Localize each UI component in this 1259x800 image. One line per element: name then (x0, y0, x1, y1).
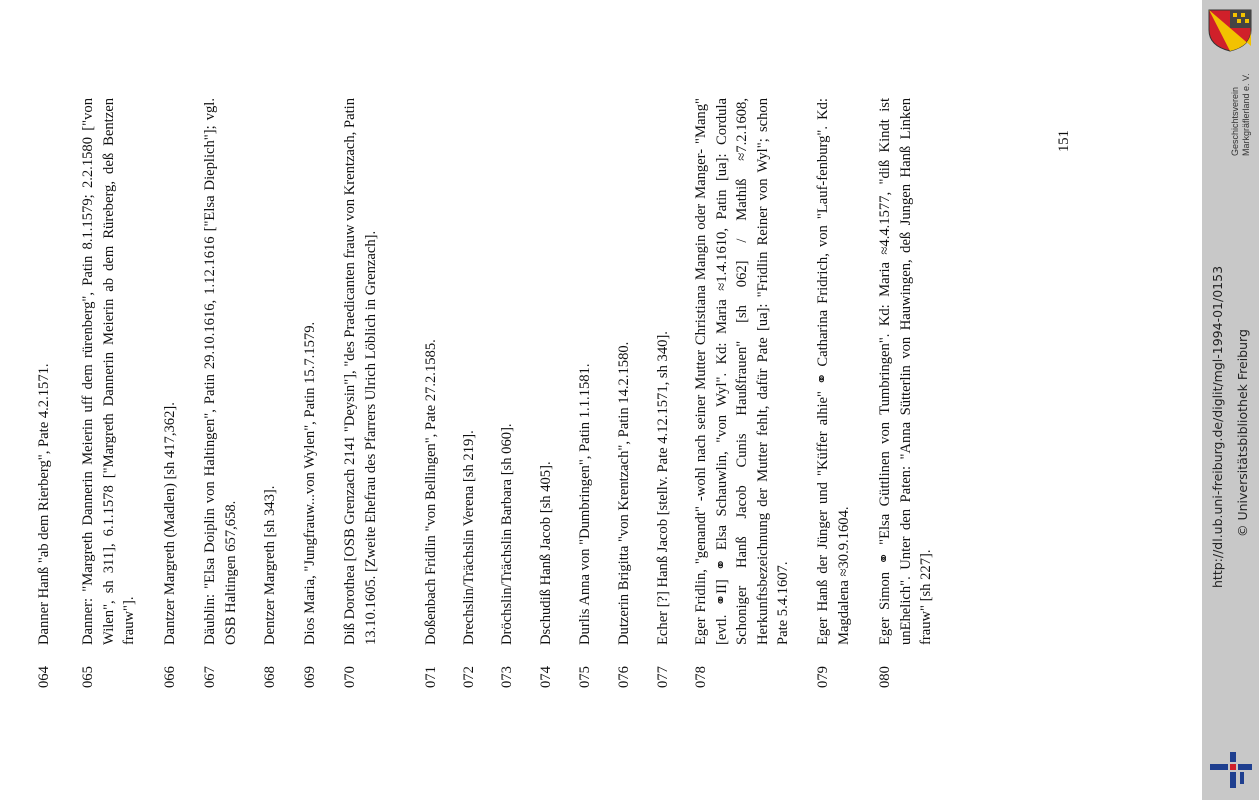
entry-066 (160, 98, 181, 688)
entry-number: 075 (577, 666, 593, 688)
entry-number: 072 (461, 666, 477, 688)
entry-064 (34, 98, 55, 688)
entry-number: 080 (877, 666, 893, 688)
entry-number: 069 (302, 666, 318, 688)
entry-079 (813, 98, 854, 688)
society-name-line1: Geschichtsverein (1230, 86, 1240, 156)
entry-text: Danner Hanß "ab dem Rierberg", Pate 4.2.1571. (36, 363, 52, 645)
entry-number: 079 (815, 666, 831, 688)
entry-073 (497, 98, 518, 688)
entry-078 (691, 98, 794, 688)
entry-text: Dutzerin Brigitta "von Krentzach", Patin 14.2.1580. (616, 341, 632, 645)
copyright-notice: © Universitätsbibliothek Freiburg (1235, 329, 1250, 537)
entry-text: Drechslin/Trächslin Verena [sh 219]. (461, 430, 477, 645)
entry-text: Dentzer Margreth [sh 343]. (262, 485, 278, 645)
entry-number: 068 (262, 666, 278, 688)
entry-065 (78, 98, 140, 688)
entry-text: Eger Simon ⚭ "Elsa Güttlinen von Tumbringen". Kd: Maria ≈4.4.1577, "diß Kindt ist unEhelich". Unter den Paten: "Anna Sütterlin von Hauwingen, deß Jungen Hanß Linken frauw" [sh 227]. (877, 98, 934, 645)
entry-071 (421, 98, 442, 688)
entry-text: Echer [?] Hanß Jacob [stellv. Pate 4.12.1571, sh 340]. (655, 331, 671, 645)
entry-number: 064 (36, 666, 52, 688)
entry-number: 073 (499, 666, 515, 688)
entry-072 (459, 98, 480, 688)
entry-074 (536, 98, 557, 688)
entry-number: 071 (423, 666, 439, 688)
entry-text: Durlis Anna von "Dumbringen", Patin 1.1.1581. (577, 363, 593, 645)
coat-of-arms-logo (1207, 8, 1253, 57)
society-name-line2: Markgräflerland e. V. (1241, 73, 1251, 156)
entry-text: Dröchslin/Trächslin Barbara [sh 060]. (499, 423, 515, 645)
entry-080 (875, 98, 937, 688)
entry-number: 066 (162, 666, 178, 688)
entry-text: Däublin: "Elsa Doiplin von Haltingen", Patin 29.10.1616, 1.12.1616 ["Elsa Dieplich"]; vgl. OSB Haltingen 657,658. (202, 98, 239, 645)
page-number: 151 (1056, 130, 1072, 152)
entry-076 (614, 98, 635, 688)
entry-075 (575, 98, 596, 688)
library-logo-icon (1210, 750, 1254, 795)
entry-text: Diß Dorothea [OSB Grenzach 2141 "Deysin"], "des Praedicanten frauw von Krentzach, Patin 13.10.1605. [Zweite Ehefrau des Pfarrers Ulrich Löblich in Grenzach]. (342, 98, 379, 645)
entry-number: 067 (202, 666, 218, 688)
entry-067 (200, 98, 241, 688)
entry-070 (340, 98, 381, 688)
entry-text: Dschudiß Hanß Jacob [sh 405]. (538, 461, 554, 645)
entry-number: 065 (80, 666, 96, 688)
entry-number: 074 (538, 666, 554, 688)
entry-number: 077 (655, 666, 671, 688)
entry-text: Dios Maria, "Jungfrauw...von Wylen", Patin 15.7.1579. (302, 321, 318, 645)
entry-text: Eger Hanß der Jünger und "Küffer alhie" ⚭ Catharina Fridrich, von "Lauf-fenburg". Kd: Magdalena ≈30.9.1604. (815, 98, 852, 645)
entry-number: 076 (616, 666, 632, 688)
entry-text: Doßenbach Fridlin "von Bellingen", Pate 27.2.1585. (423, 339, 439, 645)
entry-text: Eger Fridlin, "genandt" -wohl nach seiner Mutter Christiana Mangin oder Manger- "Mang" [evtl. ⚭II] ⚭ Elsa Schauwlin, "von Wyl". Kd: Maria ≈1.4.1610, Patin [ua]: Cordula Schoniger Hanß Jacob Cunis Haußfrauen" [sh 062] / Mathiß ≈7.2.1608, Herkunftsbezeichnung der Mutter fehlt, dafür Pate [ua]: "Fridlin Reiner von Wyl"; schon Pate 5.4.1607. (693, 98, 791, 645)
entry-number: 078 (693, 666, 709, 688)
document-url-link[interactable]: http://dl.ub.uni-freiburg.de/diglit/mgl-1994-01/0153 (1210, 265, 1225, 588)
entry-068 (260, 98, 281, 688)
entry-text: Dantzer Margreth (Madlen) [sh 417,362]. (162, 402, 178, 645)
entry-077 (653, 98, 674, 688)
entry-069 (300, 98, 321, 688)
entry-number: 070 (342, 666, 358, 688)
entry-text: Danner: "Margreth Dannerin Meierin uff dem rürenberg", Patin 8.1.1579; 2.2.1580 ["von Wilen", sh 311], 6.1.1578 ["Margreth Dannerin Meierin ab dem Rüreberg, deß Bentzen frauw"]. (80, 98, 137, 645)
